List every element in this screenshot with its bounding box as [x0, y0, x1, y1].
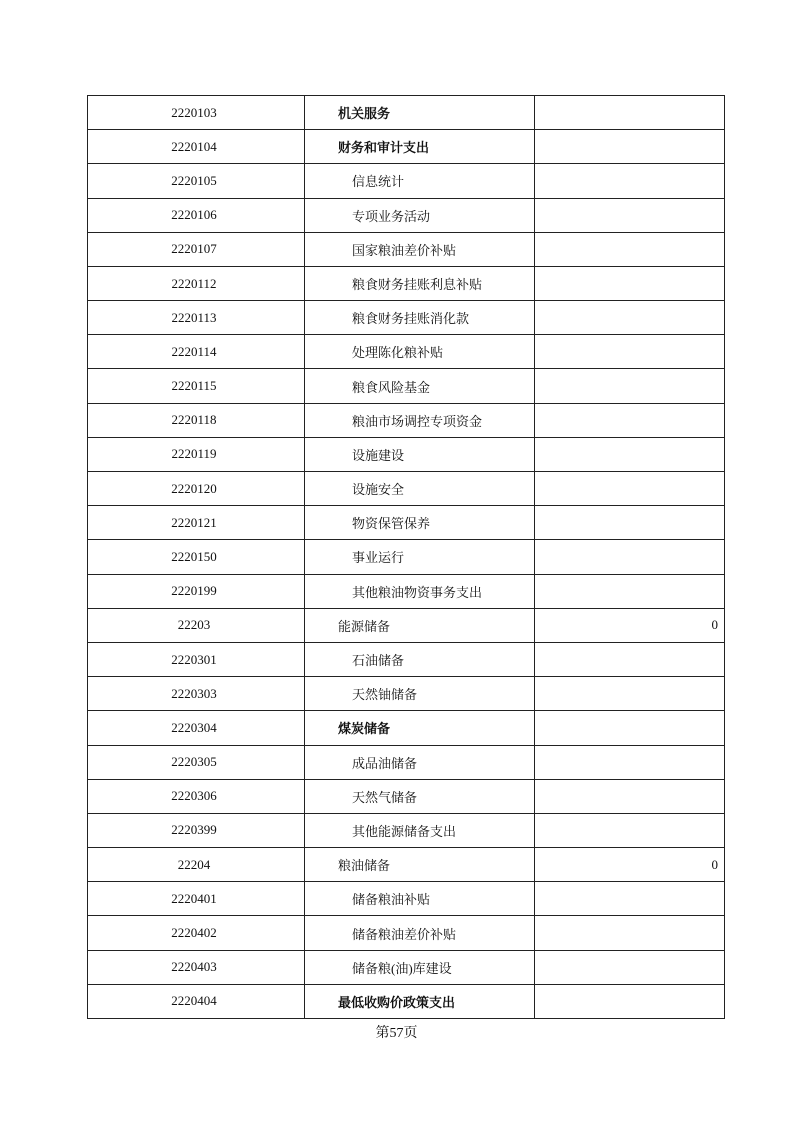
amount-cell [535, 746, 725, 780]
amount-cell [535, 985, 725, 1019]
amount-cell [535, 814, 725, 848]
name-cell: 设施建设 [305, 438, 535, 472]
code-cell: 2220107 [88, 233, 305, 267]
code-cell: 2220112 [88, 267, 305, 301]
code-cell: 22203 [88, 609, 305, 643]
code-cell: 2220304 [88, 711, 305, 745]
name-cell: 粮油市场调控专项资金 [305, 404, 535, 438]
amount-cell [535, 882, 725, 916]
name-cell: 石油储备 [305, 643, 535, 677]
name-cell: 设施安全 [305, 472, 535, 506]
code-cell: 2220113 [88, 301, 305, 335]
name-cell: 粮食财务挂账消化款 [305, 301, 535, 335]
amount-cell [535, 780, 725, 814]
amount-cell [535, 301, 725, 335]
amount-cell [535, 951, 725, 985]
name-cell: 能源储备 [305, 609, 535, 643]
name-cell: 粮油储备 [305, 848, 535, 882]
code-cell: 2220199 [88, 575, 305, 609]
name-cell: 最低收购价政策支出 [305, 985, 535, 1019]
code-cell: 2220118 [88, 404, 305, 438]
amount-cell [535, 164, 725, 198]
name-cell: 储备粮油补贴 [305, 882, 535, 916]
amount-cell [535, 369, 725, 403]
code-cell: 2220303 [88, 677, 305, 711]
code-cell: 2220105 [88, 164, 305, 198]
code-cell: 2220114 [88, 335, 305, 369]
code-cell: 2220402 [88, 916, 305, 950]
amount-cell [535, 233, 725, 267]
code-cell: 2220103 [88, 96, 305, 130]
name-cell: 专项业务活动 [305, 199, 535, 233]
name-cell: 其他能源储备支出 [305, 814, 535, 848]
amount-cell [535, 96, 725, 130]
name-cell: 信息统计 [305, 164, 535, 198]
amount-cell [535, 575, 725, 609]
amount-cell: 0 [535, 609, 725, 643]
code-cell: 2220404 [88, 985, 305, 1019]
amount-cell [535, 130, 725, 164]
code-cell: 2220120 [88, 472, 305, 506]
amount-cell [535, 472, 725, 506]
name-cell: 天然铀储备 [305, 677, 535, 711]
amount-cell [535, 438, 725, 472]
amount-cell [535, 404, 725, 438]
name-cell: 粮食风险基金 [305, 369, 535, 403]
amount-cell [535, 643, 725, 677]
amount-cell [535, 677, 725, 711]
amount-cell: 0 [535, 848, 725, 882]
code-cell: 22204 [88, 848, 305, 882]
code-cell: 2220115 [88, 369, 305, 403]
name-cell: 物资保管保养 [305, 506, 535, 540]
name-cell: 储备粮(油)库建设 [305, 951, 535, 985]
amount-cell [535, 335, 725, 369]
code-cell: 2220401 [88, 882, 305, 916]
name-cell: 粮食财务挂账利息补贴 [305, 267, 535, 301]
amount-cell [535, 540, 725, 574]
code-cell: 2220399 [88, 814, 305, 848]
page-number: 第57页 [375, 1026, 418, 1041]
amount-cell [535, 711, 725, 745]
name-cell: 天然气储备 [305, 780, 535, 814]
amount-cell [535, 199, 725, 233]
code-cell: 2220301 [88, 643, 305, 677]
code-cell: 2220150 [88, 540, 305, 574]
name-cell: 处理陈化粮补贴 [305, 335, 535, 369]
code-cell: 2220106 [88, 199, 305, 233]
name-cell: 国家粮油差价补贴 [305, 233, 535, 267]
name-cell: 其他粮油物资事务支出 [305, 575, 535, 609]
amount-cell [535, 267, 725, 301]
name-cell: 煤炭储备 [305, 711, 535, 745]
code-cell: 2220104 [88, 130, 305, 164]
code-cell: 2220305 [88, 746, 305, 780]
amount-cell [535, 916, 725, 950]
budget-table [87, 95, 725, 1019]
code-cell: 2220119 [88, 438, 305, 472]
code-cell: 2220306 [88, 780, 305, 814]
name-cell: 储备粮油差价补贴 [305, 916, 535, 950]
name-cell: 机关服务 [305, 96, 535, 130]
name-cell: 财务和审计支出 [305, 130, 535, 164]
name-cell: 事业运行 [305, 540, 535, 574]
code-cell: 2220121 [88, 506, 305, 540]
amount-cell [535, 506, 725, 540]
name-cell: 成品油储备 [305, 746, 535, 780]
code-cell: 2220403 [88, 951, 305, 985]
